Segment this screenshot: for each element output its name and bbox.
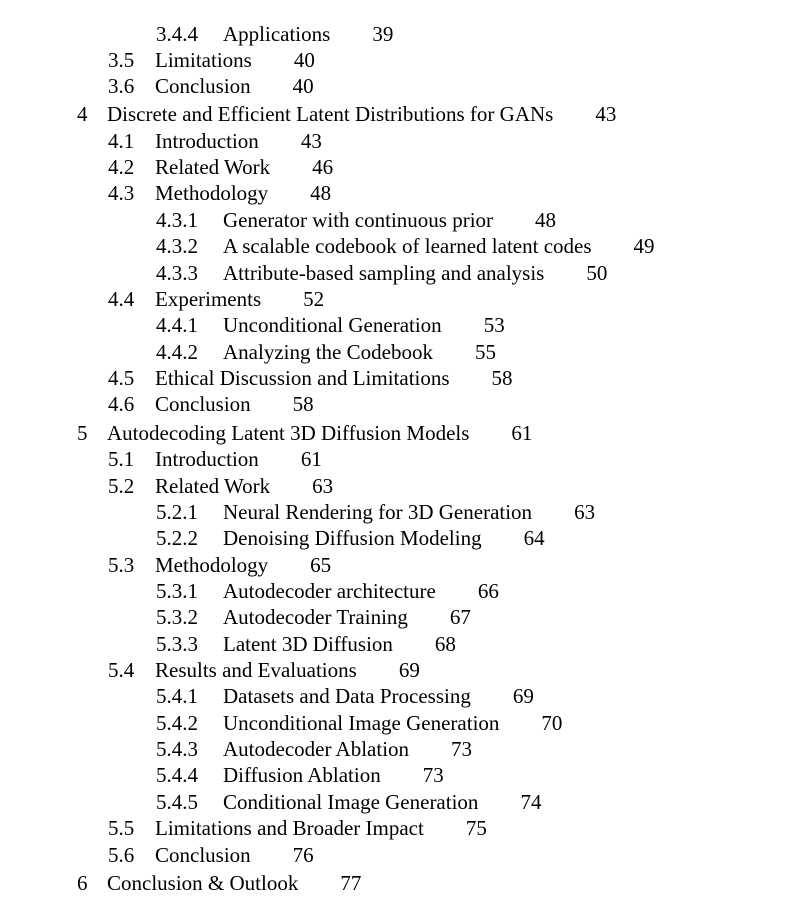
toc-entry[interactable] [0,683,534,709]
section-title: Conclusion [155,843,251,867]
toc-entry[interactable] [0,578,499,604]
page-number: 75 [465,816,487,840]
toc-entry[interactable] [0,21,393,47]
section-number: 5.3.2 [156,605,198,629]
toc-entry[interactable] [0,47,315,73]
page-number: 43 [595,102,617,126]
page-number: 65 [310,553,332,577]
section-title: Discrete and Efficient Latent Distributions for GANs [107,102,554,126]
page-number: 69 [512,684,534,708]
section-number: 3.6 [108,74,135,98]
section-number: 5.4.2 [156,711,198,735]
section-number: 5.4.4 [156,763,198,787]
section-number: 5.3 [108,553,135,577]
section-number: 5.3.1 [156,579,198,603]
section-number: 4.5 [108,366,135,390]
toc-entry[interactable] [0,525,545,551]
section-title: Related Work [155,155,271,179]
section-title: Neural Rendering for 3D Generation [223,500,533,524]
page-number: 46 [312,155,334,179]
section-number: 5.2 [108,474,135,498]
toc-entry[interactable] [0,73,314,99]
page-number: 76 [292,843,314,867]
section-title: Datasets and Data Processing [223,684,471,708]
section-title: Denoising Diffusion Modeling [223,526,482,550]
section-number: 5.4 [108,658,135,682]
page-number: 49 [633,234,655,258]
section-number: 5.1 [108,447,135,471]
section-number: 6 [77,871,88,895]
section-number: 5.4.5 [156,790,198,814]
toc-entry[interactable] [0,604,471,630]
page-number: 77 [340,871,362,895]
section-number: 5 [77,421,88,445]
page-number: 67 [449,605,471,629]
section-number: 5.6 [108,843,135,867]
section-title: Attribute-based sampling and analysis [223,261,545,285]
section-title: Conclusion [155,392,251,416]
toc-entry[interactable] [0,420,532,446]
toc-entry[interactable] [0,473,333,499]
section-title: Limitations and Broader Impact [155,816,424,840]
section-number: 5.3.3 [156,632,198,656]
section-number: 4.3.3 [156,261,198,285]
section-number: 4.4.1 [156,313,198,337]
section-number: 5.5 [108,816,135,840]
page-number: 58 [491,366,513,390]
page-number: 73 [451,737,473,761]
section-title: Related Work [155,474,271,498]
toc-entry[interactable] [0,789,541,815]
section-title: Unconditional Image Generation [223,711,500,735]
section-number: 4.4 [108,287,135,311]
toc-entry[interactable] [0,870,361,896]
toc-entry[interactable] [0,815,487,841]
toc-entry[interactable] [0,154,333,180]
page-number: 73 [422,763,444,787]
section-title: Autodecoder architecture [223,579,436,603]
section-number: 3.4.4 [156,22,198,46]
toc-entry[interactable] [0,762,444,788]
section-title: Autodecoding Latent 3D Diffusion Models [107,421,470,445]
section-title: Autodecoder Ablation [223,737,410,761]
toc-entry[interactable] [0,499,595,525]
page-number: 55 [474,340,496,364]
toc-entry[interactable] [0,842,314,868]
section-title: Experiments [155,287,262,311]
page-number: 70 [541,711,563,735]
section-number: 4.4.2 [156,340,198,364]
page-number: 43 [300,129,322,153]
section-number: 3.5 [108,48,135,72]
section-title: Introduction [155,129,259,153]
toc-entry[interactable] [0,207,556,233]
page-number: 63 [574,500,596,524]
toc-entry[interactable] [0,446,322,472]
page-number: 50 [586,261,608,285]
section-title: Ethical Discussion and Limitations [155,366,450,390]
section-number: 4.3.1 [156,208,198,232]
toc-entry[interactable] [0,657,420,683]
toc-entry[interactable] [0,736,472,762]
toc-entry[interactable] [0,312,505,338]
section-title: Conclusion [155,74,251,98]
section-number: 4.3.2 [156,234,198,258]
page-number: 61 [511,421,533,445]
toc-entry[interactable] [0,339,496,365]
section-title: Results and Evaluations [155,658,357,682]
section-title: Limitations [155,48,252,72]
toc-entry[interactable] [0,391,314,417]
section-title: Diffusion Ablation [223,763,381,787]
toc-entry[interactable] [0,233,655,259]
page-number: 48 [535,208,557,232]
page-number: 58 [292,392,314,416]
section-number: 4.6 [108,392,135,416]
section-title: Methodology [155,181,269,205]
page-number: 53 [483,313,505,337]
page-number: 39 [372,22,394,46]
page-number: 66 [477,579,499,603]
section-number: 4.2 [108,155,135,179]
section-title: Conditional Image Generation [223,790,479,814]
toc-entry[interactable] [0,180,331,206]
section-title: Introduction [155,447,259,471]
section-title: Methodology [155,553,269,577]
page-number: 63 [312,474,334,498]
toc-entry[interactable] [0,710,562,736]
toc-entry[interactable] [0,101,616,127]
section-number: 5.4.3 [156,737,198,761]
section-number: 5.4.1 [156,684,198,708]
page-number: 74 [520,790,542,814]
toc-entry[interactable] [0,128,322,154]
section-title: Applications [223,22,331,46]
section-number: 5.2.2 [156,526,198,550]
toc-entry[interactable] [0,365,513,391]
toc-entry[interactable] [0,286,324,312]
page-number: 40 [292,74,314,98]
section-number: 4.1 [108,129,135,153]
section-number: 4.3 [108,181,135,205]
toc-entry[interactable] [0,260,607,286]
section-title: A scalable codebook of learned latent codes [223,234,592,258]
page-number: 61 [300,447,322,471]
section-number: 5.2.1 [156,500,198,524]
section-number: 4 [77,102,88,126]
section-title: Autodecoder Training [223,605,408,629]
page-number: 48 [310,181,332,205]
section-title: Unconditional Generation [223,313,442,337]
page-number: 40 [293,48,315,72]
section-title: Generator with continuous prior [223,208,494,232]
page-number: 64 [523,526,545,550]
toc-entry[interactable] [0,631,456,657]
toc-entry[interactable] [0,552,331,578]
section-title: Analyzing the Codebook [223,340,433,364]
section-title: Latent 3D Diffusion [223,632,393,656]
page-number: 69 [398,658,420,682]
page-number: 52 [303,287,325,311]
page-number: 68 [434,632,456,656]
section-title: Conclusion & Outlook [107,871,299,895]
